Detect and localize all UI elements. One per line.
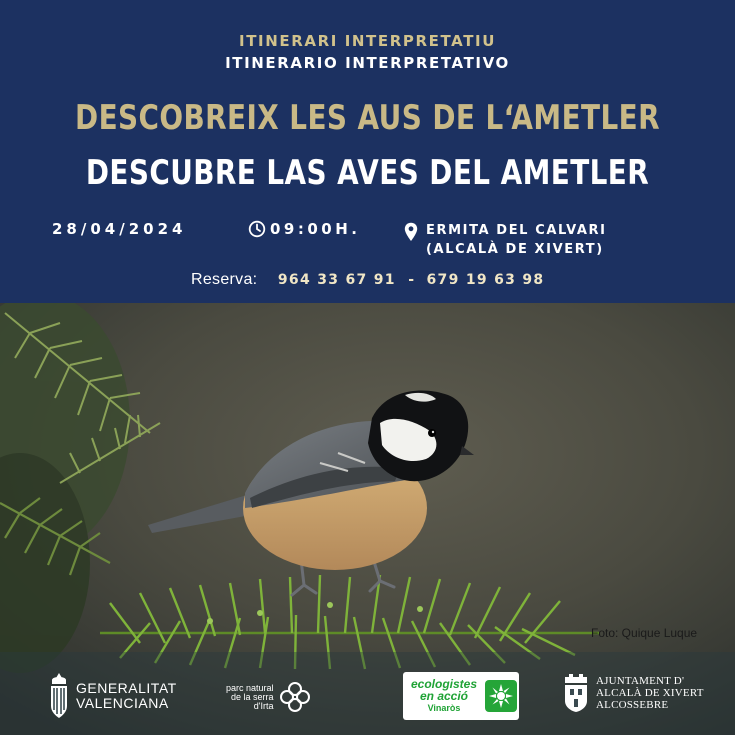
eco-sun-icon — [485, 680, 517, 712]
ajuntament-line-1: AJUNTAMENT D' — [596, 675, 685, 687]
parc-line-1: parc natural — [226, 682, 274, 693]
location-line-2: (ALCALÀ DE XIVERT) — [426, 242, 604, 257]
location-pin-icon — [404, 222, 418, 242]
castle-shield-icon — [562, 673, 590, 713]
parc-natural-logo — [226, 680, 312, 714]
phone-separator: - — [408, 272, 415, 288]
title-catalan: DESCOBREIX LES AUS DE L‘AMETLER — [75, 98, 660, 138]
eco-line-3: Vinaròs — [427, 703, 461, 713]
generalitat-emblem-icon — [48, 672, 70, 720]
ajuntament-line-3: ALCOSSEBRE — [596, 699, 669, 711]
eco-line-1: ecologistes — [410, 677, 478, 691]
parc-line-3: d'Irta — [253, 700, 274, 711]
reservation-label: Reserva: — [191, 271, 258, 288]
generalitat-valenciana-logo — [48, 672, 177, 720]
photo-credit: Foto: Quique Luque — [591, 626, 698, 640]
parc-line-2: de la serra — [231, 691, 274, 702]
subtitle-spanish: ITINERARIO INTERPRETATIVO — [225, 54, 510, 72]
generalitat-line-1: GENERALITAT — [76, 680, 177, 696]
ajuntament-line-2: ALCALÀ DE XIVERT — [596, 687, 704, 699]
title-spanish: DESCUBRE LAS AVES DEL AMETLER — [85, 153, 650, 193]
event-location — [404, 220, 607, 259]
ajuntament-logo — [562, 673, 704, 713]
event-date: 28/04/2024 — [52, 220, 187, 238]
parc-flower-icon — [278, 680, 312, 714]
ecologistes-logo — [403, 672, 519, 720]
reservation-row — [191, 271, 544, 289]
event-time-text: 09:00H. — [270, 220, 361, 238]
subtitle-catalan: ITINERARI INTERPRETATIU — [239, 32, 496, 50]
clock-icon — [248, 220, 266, 238]
phone-number-1[interactable]: 964 33 67 91 — [277, 272, 396, 288]
location-line-1: ERMITA DEL CALVARI — [426, 223, 607, 238]
generalitat-line-2: VALENCIANA — [76, 695, 169, 711]
phone-number-2[interactable]: 679 19 63 98 — [426, 272, 545, 288]
eco-line-2: en acció — [419, 689, 469, 703]
event-time — [248, 220, 361, 238]
